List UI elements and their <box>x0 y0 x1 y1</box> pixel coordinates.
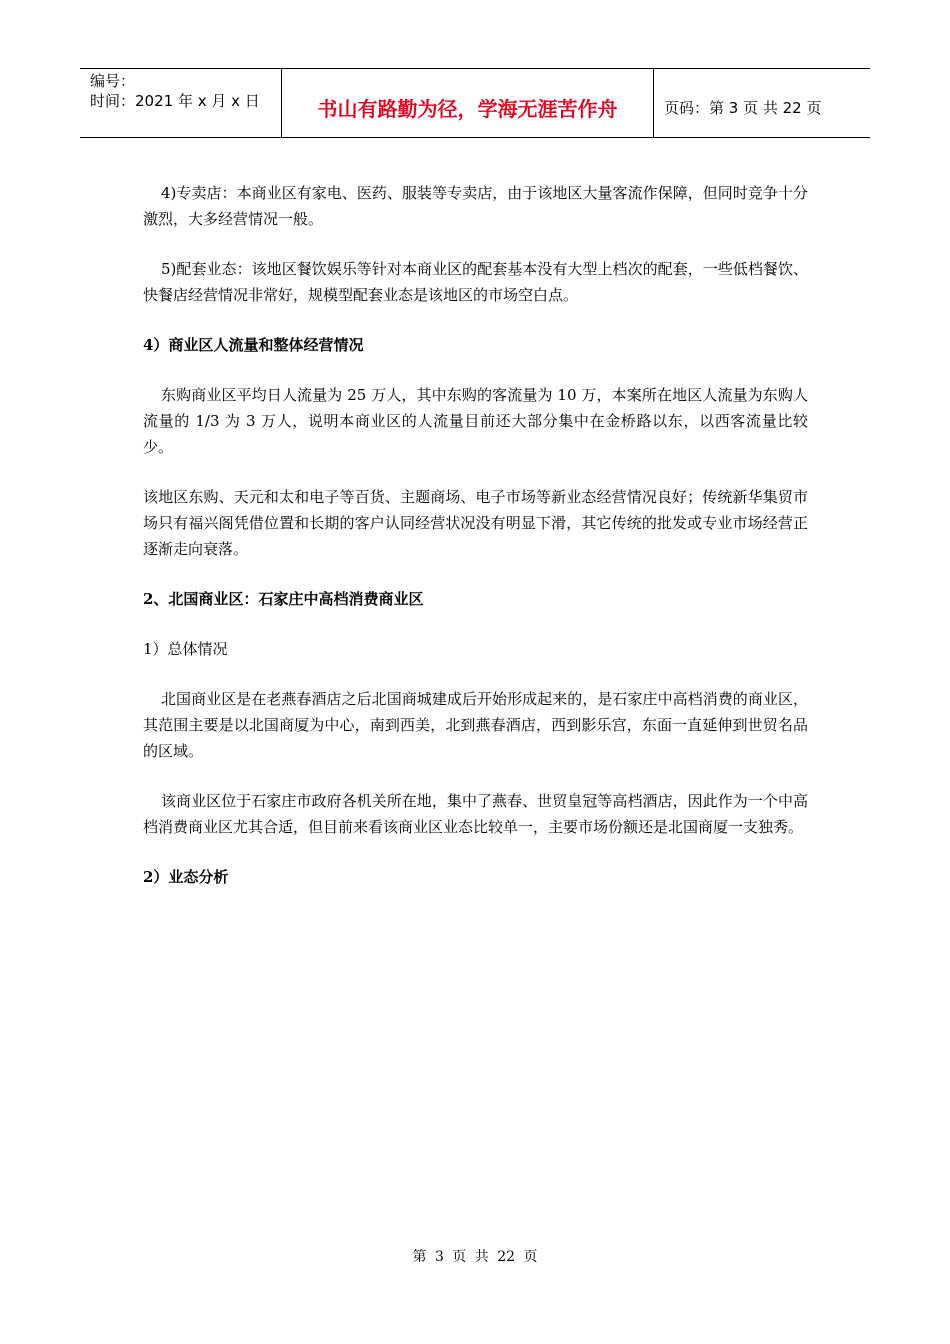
section-heading-format-analysis: 2）业态分析 <box>143 868 229 886</box>
paragraph-supporting-formats: 5)配套业态：该地区餐饮娱乐等针对本商业区的配套基本没有大型上档次的配套，一些低档餐饮、快餐店经营情况非常好，规模型配套业态是该地区的市场空白点。 <box>143 260 808 304</box>
page-footer: 第 3 页 共 22 页 <box>412 1249 538 1265</box>
subheading-overview: 1）总体情况 <box>143 640 228 658</box>
section-heading-beiguo: 2、北国商业区：石家庄中高档消费商业区 <box>143 590 424 608</box>
paragraph-foot-traffic: 东购商业区平均日人流量为 25 万人，其中东购的客流量为 10 万，本案所在地区人流量为东购人流量的 1/3 为 3 万人，说明本商业区的人流量目前还大部分集中在金桥路以东，以西客流量比较少。 <box>143 386 808 456</box>
paragraph-business-status: 该地区东购、天元和太和电子等百货、主题商场、电子市场等新业态经营情况良好；传统新华集贸市场只有福兴阁凭借位置和长期的客户认同经营状况没有明显下滑，其它传统的批发或专业市场经营正逐渐走向衰落。 <box>143 488 808 558</box>
header-meta <box>80 69 282 137</box>
document-time-label: 时间：2021 年 x 月 x 日 <box>90 92 260 110</box>
document-number-label: 编号： <box>90 72 136 90</box>
document-body <box>143 180 808 914</box>
paragraph-beiguo-overview: 北国商业区是在老燕春酒店之后北国商城建成后开始形成起来的，是石家庄中高档消费的商业区，其范围主要是以北国商厦为中心，南到西美，北到燕春酒店，西到影乐宫，东面一直延伸到世贸名品的区域。 <box>143 690 808 760</box>
paragraph-specialty-stores: 4)专卖店：本商业区有家电、医药、服装等专卖店，由于该地区大量客流作保障，但同时竞争十分激烈，大多经营情况一般。 <box>143 184 808 228</box>
header-page-info: 页码：第 3 页 共 22 页 <box>664 98 822 117</box>
header-motto: 书山有路勤为径，学海无涯苦作舟 <box>282 69 654 137</box>
paragraph-beiguo-location: 该商业区位于石家庄市政府各机关所在地，集中了燕春、世贸皇冠等高档酒店，因此作为一个中高档消费商业区尤其合适，但目前来看该商业区业态比较单一，主要市场份额还是北国商厦一支独秀。 <box>143 792 808 836</box>
section-heading-foot-traffic: 4）商业区人流量和整体经营情况 <box>143 336 364 354</box>
page-header <box>80 68 870 138</box>
